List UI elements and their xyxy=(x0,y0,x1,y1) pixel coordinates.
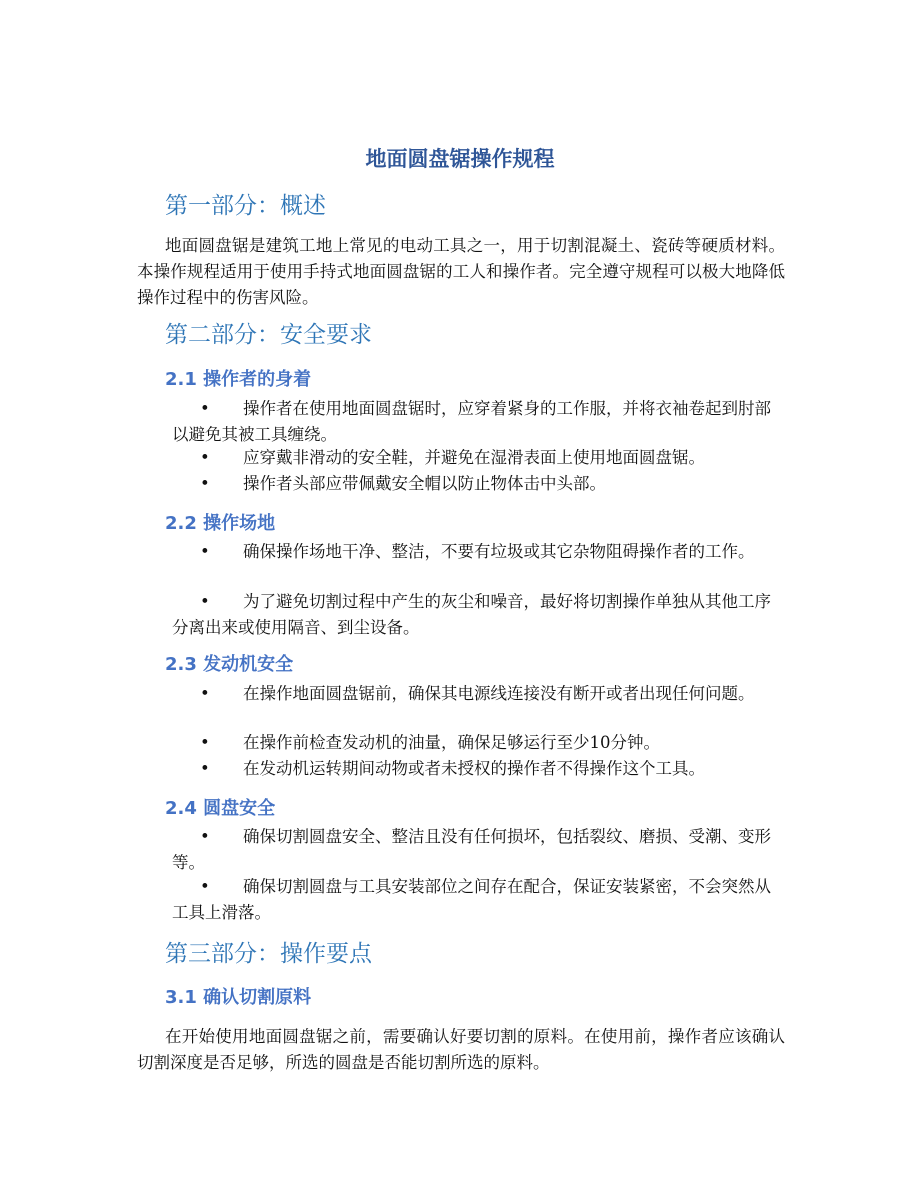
list-item: • 在操作地面圆盘锯前，确保其电源线连接没有断开或者出现任何问题。 xyxy=(172,681,786,707)
list-item: • 确保操作场地干净、整洁，不要有垃圾或其它杂物阻碍操作者的工作。 xyxy=(172,539,786,565)
list-item: • 为了避免切割过程中产生的灰尘和噪音，最好将切割操作单独从其他工序分离出来或使用隔音、到尘设备。 xyxy=(172,589,786,641)
section-1-heading: 第一部分：概述 xyxy=(165,193,326,219)
bullet-icon: • xyxy=(200,877,210,896)
subsection-2-3-heading: 2.3 发动机安全 xyxy=(165,654,294,675)
list-item: • 操作者在使用地面圆盘锯时，应穿着紧身的工作服，并将衣袖卷起到肘部以避免其被工具缠绕。 xyxy=(172,396,786,448)
section-3-heading: 第三部分：操作要点 xyxy=(165,941,372,967)
section-1-paragraph: 地面圆盘锯是建筑工地上常见的电动工具之一，用于切割混凝土、瓷砖等硬质材料。本操作规程适用于使用手持式地面圆盘锯的工人和操作者。完全遵守规程可以极大地降低操作过程中的伤害风险。 xyxy=(137,236,785,307)
bullet-icon: • xyxy=(200,759,210,778)
subsection-3-1-heading: 3.1 确认切割原料 xyxy=(165,987,312,1008)
bullet-icon: • xyxy=(200,542,210,561)
list-item: • 确保切割圆盘与工具安装部位之间存在配合，保证安装紧密，不会突然从工具上滑落。 xyxy=(172,874,786,926)
bullet-icon: • xyxy=(200,684,210,703)
subsection-3-1-paragraph: 在开始使用地面圆盘锯之前，需要确认好要切割的原料。在使用前，操作者应该确认切割深度是否足够，所选的圆盘是否能切割所选的原料。 xyxy=(137,1027,785,1072)
bullet-icon: • xyxy=(200,474,210,493)
list-item: • 确保切割圆盘安全、整洁且没有任何损坏，包括裂纹、磨损、受潮、变形等。 xyxy=(172,824,786,876)
subsection-2-4-heading: 2.4 圆盘安全 xyxy=(165,798,276,819)
bullet-icon: • xyxy=(200,592,210,611)
bullet-icon: • xyxy=(200,399,210,418)
bullet-icon: • xyxy=(200,827,210,846)
list-item: • 在发动机运转期间动物或者未授权的操作者不得操作这个工具。 xyxy=(172,756,786,782)
document-title: 地面圆盘锯操作规程 xyxy=(365,147,555,171)
bullet-icon: • xyxy=(200,448,210,467)
bullet-icon: • xyxy=(200,733,210,752)
list-item: • 操作者头部应带佩戴安全帽以防止物体击中头部。 xyxy=(172,471,786,497)
list-item: • 应穿戴非滑动的安全鞋，并避免在湿滑表面上使用地面圆盘锯。 xyxy=(172,445,786,471)
section-2-heading: 第二部分：安全要求 xyxy=(165,322,372,348)
subsection-2-1-heading: 2.1 操作者的身着 xyxy=(165,369,312,390)
list-item: • 在操作前检查发动机的油量，确保足够运行至少10分钟。 xyxy=(172,730,786,756)
subsection-2-2-heading: 2.2 操作场地 xyxy=(165,513,276,534)
